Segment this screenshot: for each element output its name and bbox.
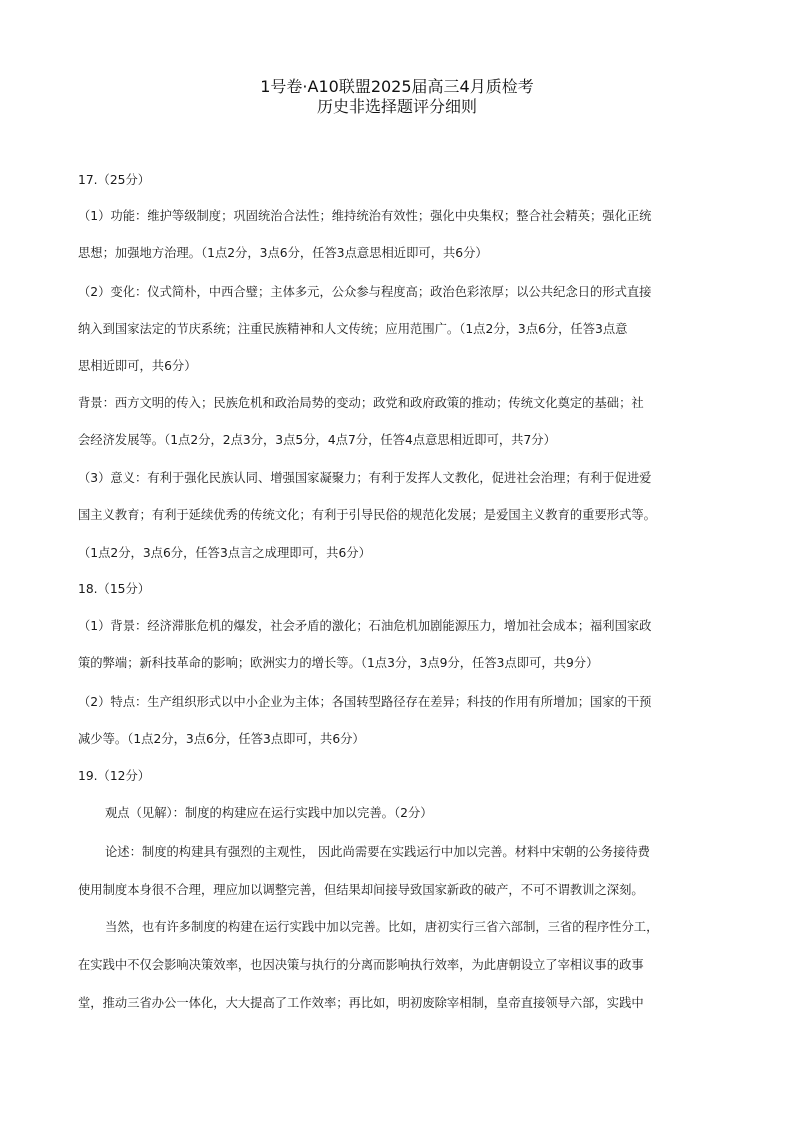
q18-part1-line2: 策的弊端；新科技革命的影响；欧洲实力的增长等。（1点3分，3点9分，任答3点即可，共9分） [78, 656, 599, 670]
q17-part3-line2: 国主义教育；有利于延续优秀的传统文化；有利于引导民俗的规范化发展；是爱国主义教育的重要形式等。 [78, 508, 656, 522]
q19-heading: 19.（12分） [78, 769, 151, 783]
q17-part2-line2: 纳入到国家法定的节庆系统；注重民族精神和人文传统；应用范围广。（1点2分，3点6分，任答3点意 [78, 322, 628, 336]
document-title: 1号卷·A10联盟2025届高三4月质检考 [260, 77, 534, 96]
q18-heading: 18.（15分） [78, 582, 151, 596]
document-subtitle: 历史非选择题评分细则 [316, 97, 477, 116]
q19-viewpoint: 观点（见解）：制度的构建应在运行实践中加以完善。（2分） [105, 806, 433, 820]
q17-background-line1: 背景：西方文明的传入；民族危机和政治局势的变动；政党和政府政策的推动；传统文化奠定的基础；社 [78, 396, 644, 410]
q17-background-line2: 会经济发展等。（1点2分，2点3分，3点5分，4点7分，任答4点意思相近即可，共7分） [78, 433, 556, 447]
q19-argument-line1: 论述：制度的构建具有强烈的主观性， 因此尚需要在实践运行中加以完善。材料中宋朝的公务接待费 [105, 845, 650, 859]
q17-part3-line1: （3）意义：有利于强化民族认同、增强国家凝聚力；有利于发挥人文教化，促进社会治理；有利于促进爱 [78, 471, 652, 485]
q19-paragraph-line2: 在实践中不仅会影响决策效率，也因决策与执行的分离而影响执行效率，为此唐朝设立了宰相议事的政事 [78, 958, 644, 972]
q17-part3-line3: （1点2分，3点6分，任答3点言之成理即可，共6分） [78, 546, 371, 560]
q18-part2-line1: （2）特点：生产组织形式以中小企业为主体；各国转型路径存在差异；科技的作用有所增加；国家的干预 [78, 695, 652, 709]
q19-argument-line2: 使用制度本身很不合理，理应加以调整完善，但结果却间接导致国家新政的破产，不可不谓教训之深刻。 [78, 883, 644, 897]
q17-part1-line2: 思想；加强地方治理。（1点2分，3点6分，任答3点意思相近即可，共6分） [78, 246, 488, 260]
q18-part1-line1: （1）背景：经济滞胀危机的爆发，社会矛盾的激化；石油危机加剧能源压力，增加社会成本；福利国家政 [78, 619, 652, 633]
q18-part2-line2: 减少等。（1点2分，3点6分，任答3点即可，共6分） [78, 732, 365, 746]
q19-paragraph-line1: 当然，也有许多制度的构建在运行实践中加以完善。比如，唐初实行三省六部制，三省的程序性分工， [105, 920, 659, 934]
q17-part2-line1: （2）变化：仪式简朴，中西合璧；主体多元，公众参与程度高；政治色彩浓厚；以公共纪念日的形式直接 [78, 285, 652, 299]
q17-part2-line3: 思相近即可，共6分） [78, 359, 197, 373]
q17-part1-line1: （1）功能：维护等级制度；巩固统治合法性；维持统治有效性；强化中央集权；整合社会精英；强化正统 [78, 209, 652, 223]
q17-heading: 17.（25分） [78, 173, 151, 187]
q19-paragraph-line3: 堂，推动三省办公一体化，大大提高了工作效率；再比如，明初废除宰相制，皇帝直接领导六部，实践中 [78, 996, 644, 1010]
